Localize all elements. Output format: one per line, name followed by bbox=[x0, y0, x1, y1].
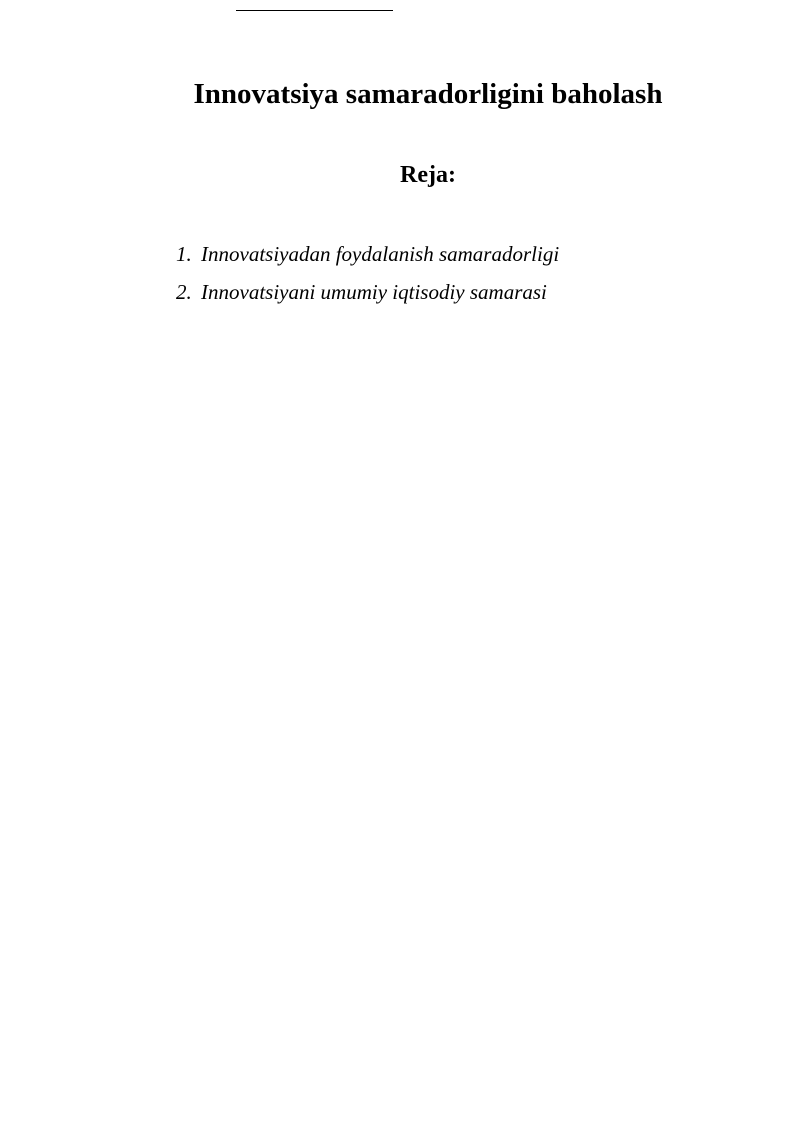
plan-item-number: 2. bbox=[176, 280, 192, 304]
plan-item bbox=[176, 273, 559, 311]
plan-list bbox=[176, 235, 559, 311]
plan-item-text: Innovatsiyadan foydalanish samaradorligi bbox=[201, 242, 560, 266]
plan-item-text: Innovatsiyani umumiy iqtisodiy samarasi bbox=[201, 280, 547, 304]
plan-item bbox=[176, 235, 559, 273]
plan-heading: Reja: bbox=[400, 162, 456, 188]
document-title: Innovatsiya samaradorligini baholash bbox=[193, 78, 663, 110]
top-rule-line bbox=[236, 10, 393, 11]
plan-item-number: 1. bbox=[176, 242, 192, 266]
